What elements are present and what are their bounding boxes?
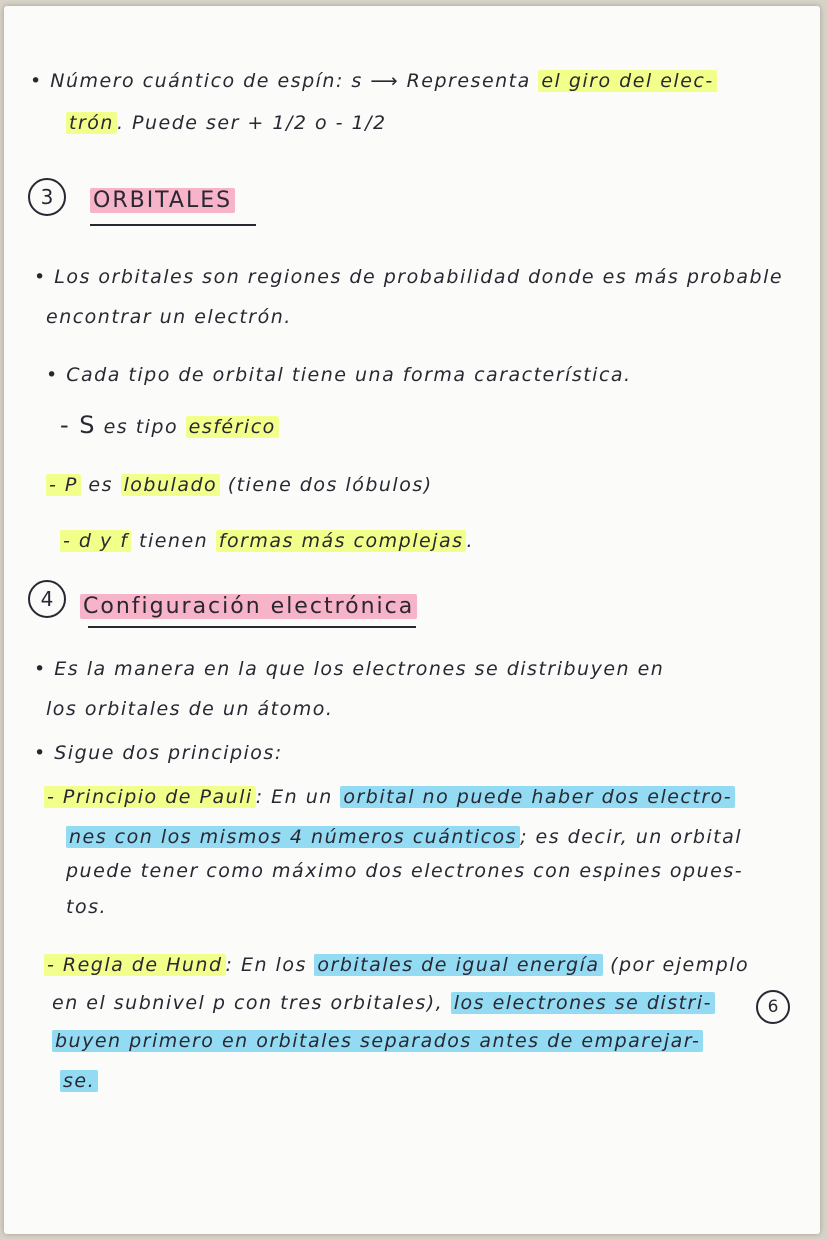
orbitals-bullet-1-line-1: • Los orbitales son regiones de probabilidad donde es más probable [34, 266, 784, 288]
section-3-underline [90, 224, 256, 226]
config-bullet-1-line-2: los orbitales de un átomo. [46, 698, 334, 720]
pauli-line-2: nes con los mismos 4 números cuánticos ; es decir, un orbital [66, 824, 742, 850]
orbitals-bullet-2: • Cada tipo de orbital tiene una forma característica. [46, 364, 632, 386]
section-4-underline [88, 626, 416, 628]
spin-line-2 [66, 110, 387, 136]
spin-line-1 [30, 68, 717, 94]
orbitals-bullet-1-line-2: encontrar un electrón. [46, 306, 292, 328]
page-number: 6 [756, 990, 790, 1024]
hund-line-4: se. [60, 1068, 98, 1094]
orbital-df-line: - d y f tienen formas más complejas . [60, 528, 474, 554]
pauli-line-3: puede tener como máximo dos electrones con espines opues- [66, 860, 744, 882]
spin-values: . Puede ser + 1/2 o - 1/2 [116, 112, 387, 134]
hund-line-2: en el subnivel p con tres orbitales), los electrones se distri- [52, 990, 715, 1016]
hund-line-3: buyen primero en orbitales separados antes de emparejar- [52, 1028, 703, 1054]
config-bullet-1-line-1: • Es la manera en la que los electrones se distribuyen en [34, 658, 665, 680]
orbital-p-line: - P es lobulado (tiene dos lóbulos) [46, 472, 433, 498]
spin-highlight: el giro del elec- [538, 70, 716, 92]
section-4-title: Configuración electrónica [80, 592, 417, 622]
pauli-line-4: tos. [66, 896, 108, 918]
orbital-s-line: - S es tipo esférico [60, 412, 279, 440]
spin-text: • Número cuántico de espín: s ⟶ Representa [30, 70, 539, 92]
hund-line-1: - Regla de Hund : En los orbitales de igual energía (por ejemplo [44, 952, 749, 978]
section-3-title: ORBITALES [90, 186, 235, 216]
section-3-number: 3 [28, 178, 66, 216]
notebook-page [4, 6, 820, 1234]
pauli-line-1: - Principio de Pauli : En un orbital no puede haber dos electro- [44, 784, 735, 810]
spin-highlight-2: trón [66, 112, 117, 134]
section-4-number: 4 [28, 580, 66, 618]
config-bullet-2: • Sigue dos principios: [34, 742, 283, 764]
